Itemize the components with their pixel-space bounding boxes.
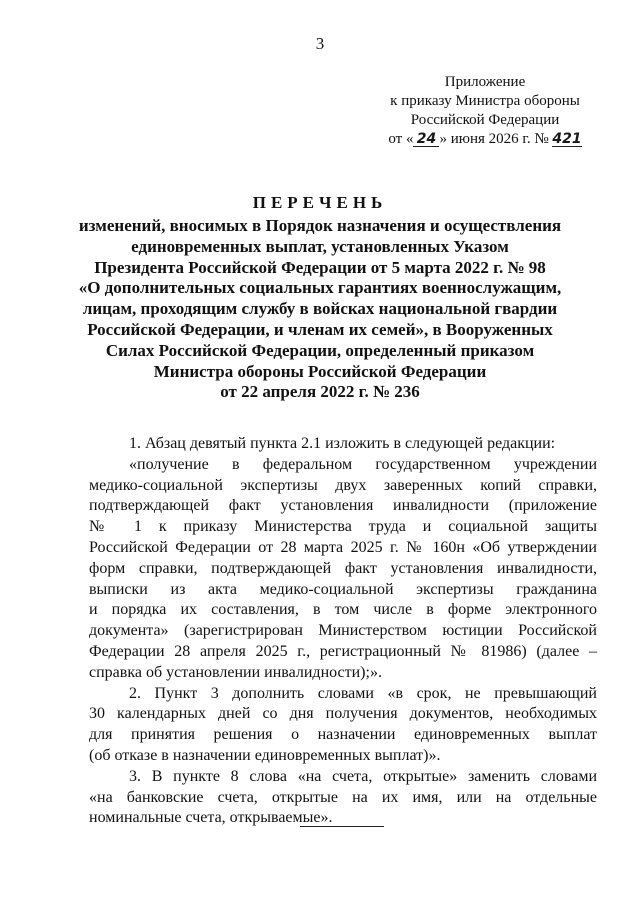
subtitle-line: Российской Федерации, и членам их семей», в Вооруженных [87, 319, 553, 339]
subtitle-line: лицам, проходящим службу в войсках национальной гвардии [82, 299, 558, 319]
quoted-text-line: подтверждающей факт установления инвалидности (приложение [89, 497, 597, 515]
handwritten-number: 421 [552, 131, 582, 147]
end-of-document-rule [300, 826, 384, 827]
quoted-text-line: форм справки, подтверждающей факт установления инвалидности, [89, 559, 597, 577]
document-body [89, 434, 597, 829]
page-number: 3 [315, 34, 325, 53]
date-middle: » июня 2026 г. № [439, 131, 549, 147]
quoted-text-line: документа» (зарегистрирован Министерством юстиции Российской [89, 622, 597, 640]
quoted-text-line: Российской Федерации от 28 марта 2025 г. № 160н «Об утверждении [89, 538, 597, 556]
document-title: ПЕРЕЧЕНЬ [252, 193, 388, 212]
paragraph-3-line: 3. В пункте 8 слова «на счета, открытые» заменить словами [129, 767, 597, 785]
paragraph-1-line: 1. Абзац девятый пункта 2.1 изложить в следующей редакции: [129, 435, 556, 452]
subtitle-line: от 22 апреля 2022 г. № 236 [220, 382, 420, 402]
quoted-text-line: медико-социальной экспертизы двух заверенных копий справки, [89, 476, 597, 494]
paragraph-2-line: для принятия решения о назначении единовременных выплат [89, 726, 597, 744]
subtitle-line: единовременных выплат, установленных Указом [131, 236, 509, 256]
subtitle-line: Силах Российской Федерации, определенный приказом [105, 340, 535, 360]
handwritten-day: 24 [413, 132, 439, 147]
appendix-label: Приложение [444, 74, 526, 90]
quoted-text-line: справка об установлении инвалидности);». [89, 663, 382, 681]
quoted-text-line: Федерации 28 апреля 2025 г., регистрационный № 81986) (далее – [89, 642, 597, 660]
appendix-date-line [360, 130, 610, 149]
paragraph-2-line: 2. Пункт 3 дополнить словами «в срок, не превышающий [129, 684, 597, 702]
appendix-country: Российской Федерации [410, 112, 560, 128]
paragraph-3-line: «на банковские счета, открытые на их имя, или на отдельные [89, 788, 597, 806]
quoted-text-line: выписки из акта медико-социальной экспертизы гражданина [89, 580, 597, 598]
appendix-order-ref: к приказу Министра обороны [390, 93, 580, 109]
paragraph-3-line: номинальные счета, открываемые». [89, 809, 333, 827]
quoted-text-line: и порядка их составления, в том числе в форме электронного [89, 601, 597, 619]
subtitle-line: Президента Российской Федерации от 5 марта 2022 г. № 98 [94, 257, 546, 277]
quoted-text-line: «получение в федеральном государственном учреждении [129, 455, 597, 473]
subtitle-line: Министра обороны Российской Федерации [153, 361, 487, 381]
title-block [70, 193, 570, 403]
paragraph-2-line: (об отказе в назначении единовременных выплат)». [89, 746, 441, 764]
date-prefix: от « [388, 131, 414, 147]
quoted-text-line: № 1 к приказу Министерства труда и социальной защиты [89, 518, 597, 536]
paragraph-2-line: 30 календарных дней со дня получения документов, необходимых [89, 705, 597, 723]
subtitle-line: изменений, вносимых в Порядок назначения и осуществления [78, 216, 562, 235]
subtitle-line: «О дополнительных социальных гарантиях военнослужащим, [78, 278, 562, 298]
appendix-header [360, 73, 610, 149]
